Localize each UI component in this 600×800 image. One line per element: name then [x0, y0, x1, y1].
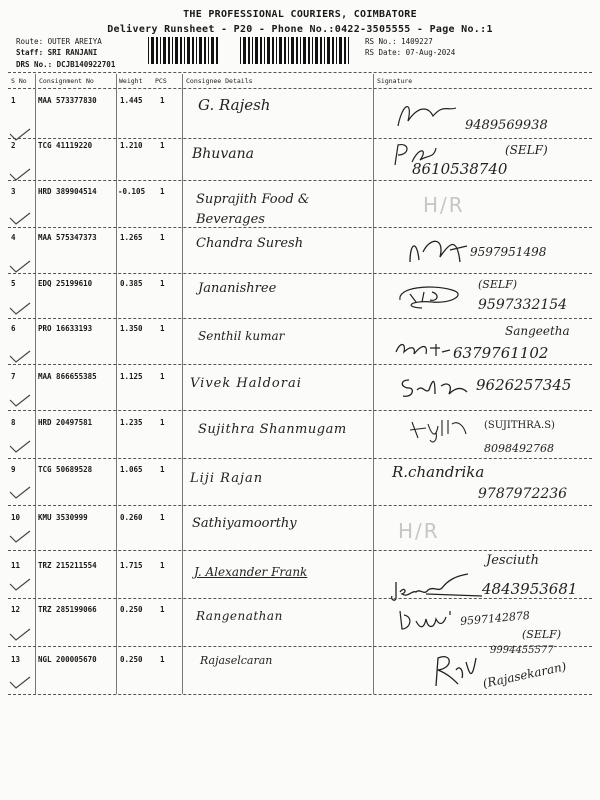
- row-consignment-no: EDQ 25199610: [38, 279, 93, 288]
- row-consignee-name: G. Rajesh: [198, 96, 271, 114]
- row-signature-note: (SELF): [478, 278, 518, 291]
- row-consignment-no: TRZ 215211554: [38, 561, 97, 570]
- barcode-large: [240, 37, 350, 64]
- row-divider: [8, 138, 592, 139]
- row-weight: 0.250: [120, 655, 143, 664]
- row-sno: 6: [11, 324, 16, 333]
- row-phone-number: 9597142878: [459, 608, 531, 629]
- handwritten-signature: [396, 605, 456, 635]
- row-phone-number: 9489569938: [465, 118, 548, 133]
- row-divider: [8, 180, 592, 181]
- row-consignee-name: Rajaselcaran: [200, 654, 273, 667]
- row-divider: [8, 458, 592, 459]
- row-phone-number: 8610538740: [412, 160, 508, 178]
- row-pcs: 1: [160, 187, 165, 196]
- row-pcs: 1: [160, 324, 165, 333]
- row-signature-note: H/R: [423, 193, 465, 217]
- check-mark-icon: [8, 530, 32, 544]
- row-pcs: 1: [160, 418, 165, 427]
- handwritten-signature: [395, 372, 475, 402]
- row-consignment-no: MAA 575347373: [38, 233, 97, 242]
- row-weight: 1.350: [120, 324, 143, 333]
- column-divider: [116, 74, 117, 694]
- row-consignment-no: KMU 3530999: [38, 513, 88, 522]
- row-signature-note: R.chandrika: [392, 463, 485, 481]
- row-phone-number: 9787972236: [478, 486, 568, 502]
- row-sno: 9: [11, 465, 16, 474]
- row-divider: [8, 598, 592, 599]
- row-weight: 0.250: [120, 605, 143, 614]
- row-sno: 10: [11, 513, 21, 522]
- row-weight: 1.715: [120, 561, 143, 570]
- check-mark-icon: [8, 260, 32, 274]
- header-pcs: PCS: [155, 77, 167, 85]
- barcode-small: [148, 37, 218, 64]
- handwritten-signature: [405, 232, 475, 272]
- row-divider: [8, 318, 592, 319]
- row-consignee-name: Sujithra Shanmugam: [198, 422, 347, 437]
- row-phone-number: 9626257345: [476, 376, 572, 394]
- row-phone-number: 8098492768: [484, 442, 554, 455]
- row-pcs: 1: [160, 96, 165, 105]
- row-signature-note: Jesciuth: [486, 553, 539, 568]
- row-phone-number: 9597951498: [470, 245, 547, 259]
- row-sno: 12: [11, 605, 21, 614]
- column-divider: [182, 74, 183, 694]
- row-signature-note: (SELF): [522, 628, 562, 641]
- check-mark-icon: [8, 628, 32, 642]
- check-mark-icon: [8, 440, 32, 454]
- row-consignee-name: Sathiyamoorthy: [192, 516, 297, 531]
- handwritten-signature: [388, 96, 468, 136]
- row-consignee-name: Vivek Haldorai: [190, 376, 302, 391]
- row-consignee-name: Senthil kumar: [198, 329, 285, 343]
- row-weight: 1.065: [120, 465, 143, 474]
- check-mark-icon: [8, 676, 32, 690]
- handwritten-signature: [392, 338, 454, 360]
- row-weight: 1.125: [120, 372, 143, 381]
- row-consignee-name: Rangenathan: [196, 609, 283, 623]
- row-phone-number: 4843953681: [482, 580, 578, 598]
- row-weight: 1.445: [120, 96, 143, 105]
- column-divider: [35, 74, 36, 694]
- row-pcs: 1: [160, 513, 165, 522]
- table-top-border: [8, 72, 592, 73]
- row-divider: [8, 364, 592, 365]
- check-mark-icon: [8, 128, 32, 142]
- check-mark-icon: [8, 578, 32, 592]
- row-pcs: 1: [160, 141, 165, 150]
- row-signature-note: (SELF): [505, 143, 548, 157]
- row-phone-number: 9597332154: [478, 297, 568, 313]
- row-consignee-name: Jananishree: [198, 281, 277, 296]
- check-mark-icon: [8, 212, 32, 226]
- row-signature-note: (Rajasekaran): [481, 659, 568, 691]
- row-consignment-no: HRD 389904514: [38, 187, 97, 196]
- route-label: Route: OUTER AREIYA: [16, 37, 102, 46]
- row-signature-note: (SUJITHRA.S): [484, 420, 555, 431]
- row-pcs: 1: [160, 279, 165, 288]
- row-signature-note: Sangeetha: [505, 324, 570, 338]
- row-sno: 2: [11, 141, 16, 150]
- staff-label: Staff: SRI RANJANI: [16, 48, 98, 57]
- row-signature-note: H/R: [398, 519, 440, 543]
- check-mark-icon: [8, 302, 32, 316]
- row-pcs: 1: [160, 655, 165, 664]
- header-sno: S No: [11, 77, 27, 85]
- row-divider: [8, 227, 592, 228]
- row-phone-number: 9994455577: [490, 645, 554, 656]
- row-consignment-no: TRZ 285199066: [38, 605, 97, 614]
- row-weight: 0.385: [120, 279, 143, 288]
- row-divider: [8, 410, 592, 411]
- row-weight: 1.265: [120, 233, 143, 242]
- row-consignee-name: Suprajith Food & Beverages: [196, 192, 310, 227]
- row-sno: 5: [11, 279, 16, 288]
- row-sno: 3: [11, 187, 16, 196]
- runsheet-subtitle: Delivery Runsheet - P20 - Phone No.:0422-3505555 - Page No.:1: [107, 24, 493, 35]
- handwritten-signature: [392, 282, 472, 312]
- handwritten-signature: [408, 416, 472, 444]
- row-pcs: 1: [160, 561, 165, 570]
- company-title: THE PROFESSIONAL COURIERS, COIMBATORE: [183, 9, 417, 20]
- row-consignee-name: Bhuvana: [192, 146, 254, 162]
- table-header-border: [8, 88, 592, 89]
- header-consignment: Consignment No: [39, 77, 94, 85]
- row-consignment-no: TCG 50689528: [38, 465, 93, 474]
- row-consignee-name: J. Alexander Frank: [194, 565, 308, 579]
- row-sno: 13: [11, 655, 21, 664]
- row-pcs: 1: [160, 465, 165, 474]
- handwritten-signature: [428, 650, 484, 690]
- row-consignee-name: Chandra Suresh: [196, 236, 304, 251]
- row-pcs: 1: [160, 605, 165, 614]
- check-mark-icon: [8, 394, 32, 408]
- row-sno: 8: [11, 418, 16, 427]
- row-consignment-no: HRD 20497581: [38, 418, 93, 427]
- table-bottom-border: [8, 694, 592, 695]
- row-consignee-name: Liji Rajan: [190, 471, 264, 486]
- check-mark-icon: [8, 350, 32, 364]
- rs-number-label: RS No.: 1409227: [365, 37, 433, 46]
- row-consignment-no: MAA 866655385: [38, 372, 97, 381]
- row-phone-number: 6379761102: [453, 344, 549, 362]
- row-consignment-no: NGL 200005670: [38, 655, 97, 664]
- header-consignee: Consignee Details: [186, 77, 253, 85]
- row-pcs: 1: [160, 233, 165, 242]
- header-signature: Signature: [377, 77, 413, 85]
- row-divider: [8, 273, 592, 274]
- row-divider: [8, 505, 592, 506]
- rs-date-label: RS Date: 07-Aug-2024: [365, 48, 456, 57]
- drs-label: DRS No.: DCJB140922701: [16, 60, 116, 69]
- handwritten-signature: [390, 140, 440, 170]
- row-pcs: 1: [160, 372, 165, 381]
- row-sno: 11: [11, 561, 21, 570]
- row-sno: 7: [11, 372, 16, 381]
- row-weight: -0.105: [118, 187, 146, 196]
- row-consignment-no: PRO 16633193: [38, 324, 93, 333]
- row-weight: 0.260: [120, 513, 143, 522]
- row-consignment-no: MAA 573377830: [38, 96, 97, 105]
- header-weight: Weight: [119, 77, 143, 85]
- row-consignment-no: TCG 41119220: [38, 141, 93, 150]
- row-sno: 1: [11, 96, 16, 105]
- column-divider: [373, 74, 374, 694]
- check-mark-icon: [8, 486, 32, 500]
- row-weight: 1.210: [120, 141, 143, 150]
- row-weight: 1.235: [120, 418, 143, 427]
- row-divider: [8, 550, 592, 551]
- row-sno: 4: [11, 233, 16, 242]
